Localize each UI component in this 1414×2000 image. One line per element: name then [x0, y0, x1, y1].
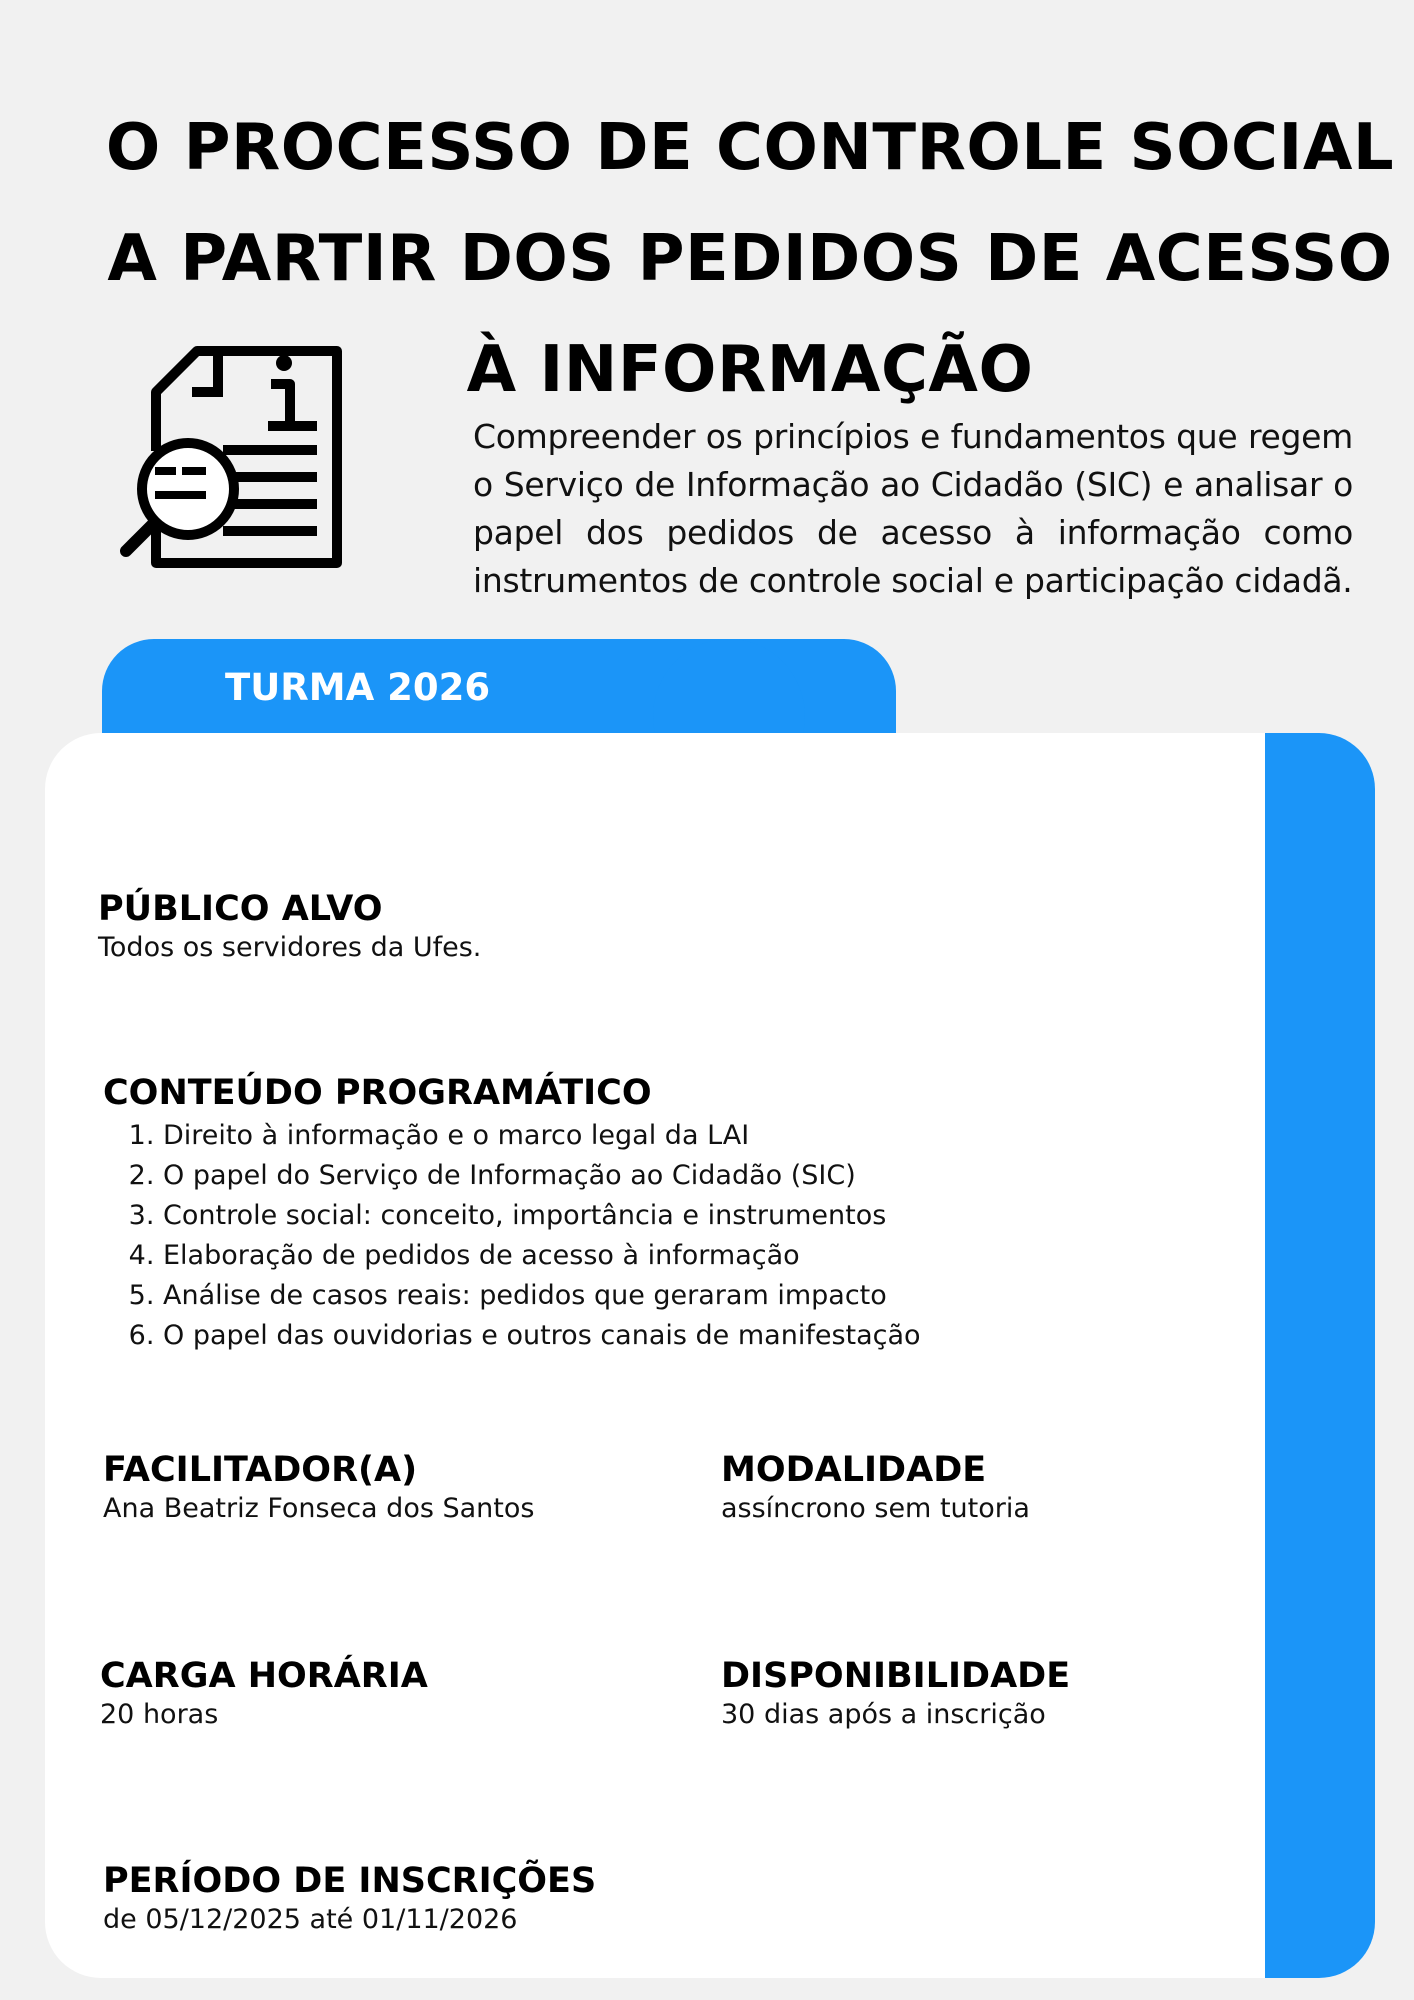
conteudo-item: 4. Elaboração de pedidos de acesso à informação — [163, 1236, 921, 1276]
publico-text: Todos os servidores da Ufes. — [98, 932, 482, 963]
section-periodo-inscricoes — [103, 1860, 596, 1938]
conteudo-item: 2. O papel do Serviço de Informação ao Cidadão (SIC) — [163, 1156, 921, 1196]
section-modalidade — [721, 1449, 1030, 1527]
modalidade-heading: MODALIDADE — [721, 1450, 987, 1490]
periodo-text: de 05/12/2025 até 01/11/2026 — [103, 1904, 518, 1935]
facilitador-heading: FACILITADOR(A) — [103, 1450, 418, 1490]
carga-text: 20 horas — [100, 1699, 219, 1730]
disponibilidade-text: 30 dias após a inscrição — [721, 1699, 1046, 1730]
section-conteudo — [103, 1072, 921, 1356]
conteudo-item: 5. Análise de casos reais: pedidos que geraram impacto — [163, 1276, 921, 1316]
document-info-search-icon — [118, 326, 350, 572]
title-line-1: O PROCESSO DE CONTROLE SOCIAL — [105, 110, 1395, 185]
carga-heading: CARGA HORÁRIA — [100, 1656, 428, 1696]
conteudo-item: 1. Direito à informação e o marco legal da LAI — [163, 1116, 921, 1156]
title-line-3: À INFORMAÇÃO — [466, 332, 1034, 407]
section-publico-alvo — [98, 888, 481, 966]
periodo-heading: PERÍODO DE INSCRIÇÕES — [103, 1861, 597, 1901]
intro-paragraph: Compreender os princípios e fundamentos que regem o Serviço de Informação ao Cidadão (SIC) e analisar o papel dos pedidos de acesso à informação como instrumentos de controle social e participação cidadã. — [473, 417, 1353, 600]
card-side-bar — [1265, 733, 1375, 1978]
modalidade-text: assíncrono sem tutoria — [721, 1493, 1030, 1524]
section-disponibilidade — [721, 1655, 1070, 1733]
conteudo-item: 6. O papel das ouvidorias e outros canais de manifestação — [163, 1316, 921, 1356]
facilitador-text: Ana Beatriz Fonseca dos Santos — [103, 1493, 535, 1524]
conteudo-list — [103, 1116, 921, 1356]
conteudo-item: 3. Controle social: conceito, importância e instrumentos — [163, 1196, 921, 1236]
publico-heading: PÚBLICO ALVO — [98, 889, 383, 929]
disponibilidade-heading: DISPONIBILIDADE — [721, 1656, 1071, 1696]
section-facilitador — [103, 1449, 534, 1527]
section-carga-horaria — [100, 1655, 428, 1733]
class-label: TURMA 2026 — [225, 666, 491, 709]
conteudo-heading: CONTEÚDO PROGRAMÁTICO — [103, 1073, 652, 1113]
title-line-2: A PARTIR DOS PEDIDOS DE ACESSO — [107, 221, 1393, 296]
